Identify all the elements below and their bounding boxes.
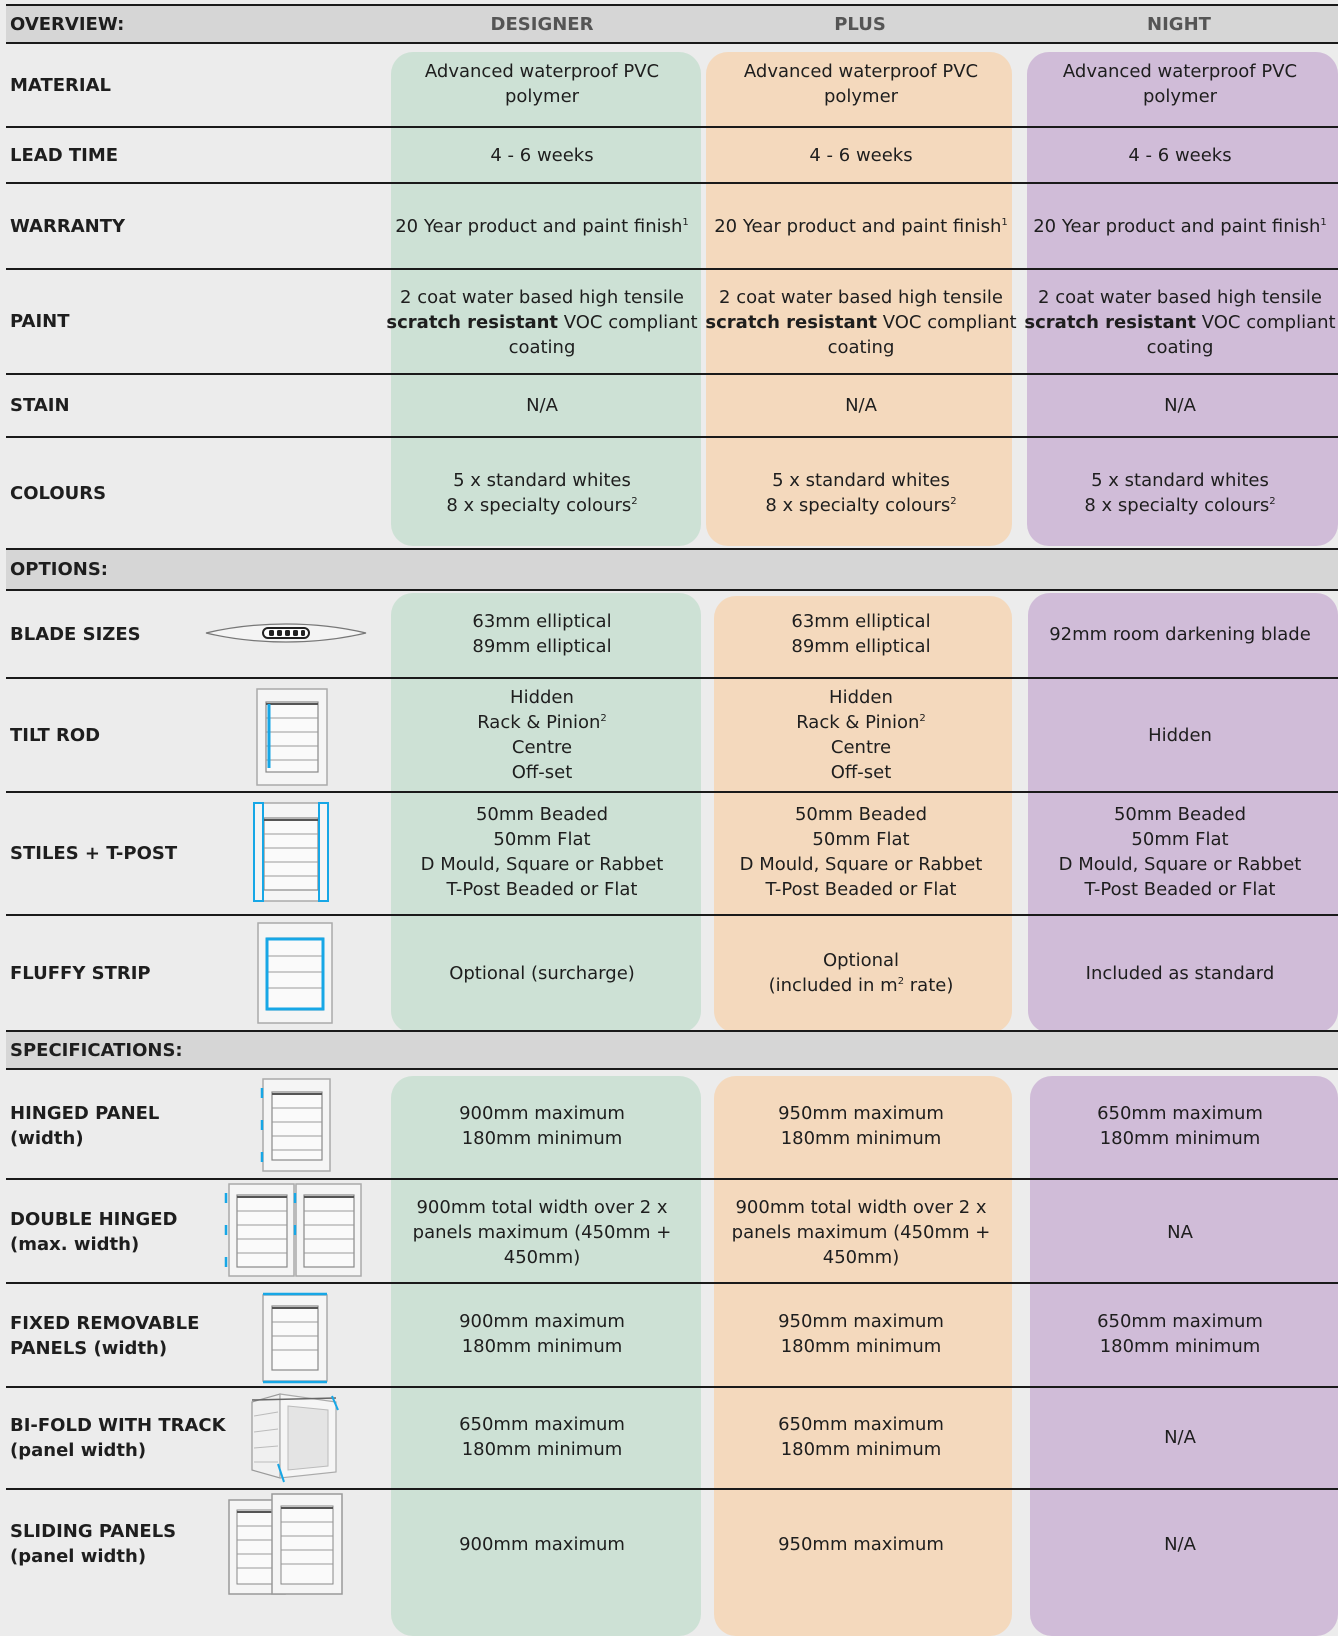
cell-material-designer: Advanced waterproof PVC polymer <box>424 61 660 107</box>
cell-sliding-night: N/A <box>1164 1533 1196 1555</box>
row-label-hinged-panel: HINGED PANEL (width) <box>10 1103 160 1149</box>
cell-hinged-designer: 900mm maximum 180mm minimum <box>459 1103 625 1149</box>
cell-fluffy-designer: Optional (surcharge) <box>449 962 635 984</box>
fluffy-strip-icon <box>257 922 333 1024</box>
cell-warranty-plus: 20 Year product and paint finish$^1$ <box>714 215 1008 237</box>
rule <box>6 1030 1338 1032</box>
row-label-material: MATERIAL <box>10 74 111 96</box>
cell-stain-plus: N/A <box>845 395 877 416</box>
cell-fluffy-plus: Optional (included in $m^2$ rate) <box>768 950 954 996</box>
overview-section-label: OVERVIEW: <box>10 13 125 35</box>
cell-tilt-rod-designer: Hidden Rack & Pinion$^2$ Centre Off-set <box>477 687 607 783</box>
row-label-sliding-panels: SLIDING PANELS (panel width) <box>10 1521 177 1567</box>
row-label-colours: COLOURS <box>10 482 107 504</box>
bifold-icon <box>250 1392 342 1486</box>
cell-double-hinged-night: NA <box>1167 1221 1193 1243</box>
row-label-bi-fold: BI-FOLD WITH TRACK (panel width) <box>10 1415 226 1461</box>
cell-bifold-designer: 650mm maximum 180mm minimum <box>459 1414 625 1460</box>
cell-warranty-night: 20 Year product and paint finish$^1$ <box>1033 215 1327 237</box>
rule <box>6 1282 1338 1284</box>
column-header-plus: PLUS <box>834 13 886 35</box>
cell-paint-night: 2 coat water based high tensile scratch resistant VOC compliant coating <box>1024 286 1336 358</box>
row-label-tilt-rod: TILT ROD <box>10 724 101 746</box>
cell-bifold-plus: 650mm maximum 180mm minimum <box>778 1414 944 1460</box>
cell-stain-night: N/A <box>1164 395 1196 416</box>
fixed-panel-icon <box>260 1292 330 1384</box>
cell-stain-designer: N/A <box>526 395 558 416</box>
rule <box>6 548 1338 550</box>
row-label-stain: STAIN <box>10 395 70 416</box>
cell-blade-sizes-plus: 63mm elliptical 89mm elliptical <box>791 611 931 657</box>
row-label-paint: PAINT <box>10 311 70 332</box>
cell-material-night: Advanced waterproof PVC polymer <box>1062 61 1298 107</box>
row-label-fixed-removable: FIXED REMOVABLE PANELS (width) <box>10 1313 200 1359</box>
cell-warranty-designer: 20 Year product and paint finish$^1$ <box>395 215 689 237</box>
cell-tilt-rod-night: Hidden <box>1148 724 1212 746</box>
cell-fluffy-night: Included as standard <box>1085 962 1275 984</box>
cell-lead-time-plus: 4 - 6 weeks <box>809 144 913 166</box>
cell-fixed-designer: 900mm maximum 180mm minimum <box>459 1311 625 1357</box>
options-header-bar <box>6 550 1338 590</box>
cell-fixed-plus: 950mm maximum 180mm minimum <box>778 1311 944 1357</box>
rule <box>6 1068 1338 1070</box>
rule <box>6 42 1338 44</box>
cell-tilt-rod-plus: Hidden Rack & Pinion$^2$ Centre Off-set <box>796 687 926 783</box>
stiles-icon <box>253 802 329 902</box>
cell-paint-designer: 2 coat water based high tensile scratch resistant VOC compliant coating <box>386 286 698 358</box>
cell-stiles-night: 50mm Beaded 50mm Flat D Mould, Square or Rabbet T-Post Beaded or Flat <box>1058 804 1302 900</box>
column-header-designer: DESIGNER <box>490 13 594 35</box>
double-hinged-icon <box>224 1183 366 1277</box>
cell-colours-plus: 5 x standard whites 8 x specialty colours$^2$ <box>765 470 957 516</box>
blade-profile-icon <box>204 622 368 644</box>
rule <box>6 589 1338 591</box>
cell-stiles-designer: 50mm Beaded 50mm Flat D Mould, Square or Rabbet T-Post Beaded or Flat <box>420 804 664 900</box>
cell-blade-sizes-designer: 63mm elliptical 89mm elliptical <box>472 611 612 657</box>
cell-bifold-night: N/A <box>1164 1426 1196 1448</box>
rule <box>6 268 1338 270</box>
cell-double-hinged-designer: 900mm total width over 2 x panels maximum (450mm + 450mm) <box>412 1196 672 1268</box>
cell-paint-plus: 2 coat water based high tensile scratch resistant VOC compliant coating <box>705 286 1017 358</box>
rule <box>6 1178 1338 1180</box>
tilt-rod-icon <box>256 688 328 786</box>
cell-double-hinged-plus: 900mm total width over 2 x panels maximum (450mm + 450mm) <box>731 1196 991 1268</box>
specifications-header-bar <box>6 1031 1338 1069</box>
cell-lead-time-designer: 4 - 6 weeks <box>490 144 594 166</box>
column-header-night: NIGHT <box>1147 13 1211 35</box>
cell-colours-night: 5 x standard whites 8 x specialty colours$^2$ <box>1084 470 1276 516</box>
cell-fixed-night: 650mm maximum 180mm minimum <box>1097 1311 1263 1357</box>
row-label-double-hinged: DOUBLE HINGED (max. width) <box>10 1209 178 1255</box>
rule <box>6 677 1338 679</box>
cell-sliding-designer: 900mm maximum <box>459 1533 625 1555</box>
row-label-lead-time: LEAD TIME <box>10 144 119 166</box>
row-label-fluffy-strip: FLUFFY STRIP <box>10 962 151 984</box>
row-label-stiles-t-post: STILES + T-POST <box>10 843 178 864</box>
cell-hinged-night: 650mm maximum 180mm minimum <box>1097 1103 1263 1149</box>
cell-sliding-plus: 950mm maximum <box>778 1533 944 1555</box>
cell-material-plus: Advanced waterproof PVC polymer <box>743 61 979 107</box>
cell-stiles-plus: 50mm Beaded 50mm Flat D Mould, Square or Rabbet T-Post Beaded or Flat <box>739 804 983 900</box>
cell-hinged-plus: 950mm maximum 180mm minimum <box>778 1103 944 1149</box>
cell-colours-designer: 5 x standard whites 8 x specialty colours$^2$ <box>446 470 638 516</box>
rule <box>6 791 1338 793</box>
hinged-panel-icon <box>260 1078 332 1172</box>
row-label-blade-sizes: BLADE SIZES <box>10 623 141 645</box>
rule <box>6 1488 1338 1490</box>
sliding-panels-icon <box>228 1492 344 1596</box>
options-section-label: OPTIONS: <box>10 559 108 580</box>
specifications-section-label: SPECIFICATIONS: <box>10 1039 183 1061</box>
rule <box>6 436 1338 438</box>
cell-blade-sizes-night: 92mm room darkening blade <box>1049 623 1311 645</box>
rule <box>6 1386 1338 1388</box>
row-label-warranty: WARRANTY <box>10 215 126 237</box>
cell-lead-time-night: 4 - 6 weeks <box>1128 144 1232 166</box>
